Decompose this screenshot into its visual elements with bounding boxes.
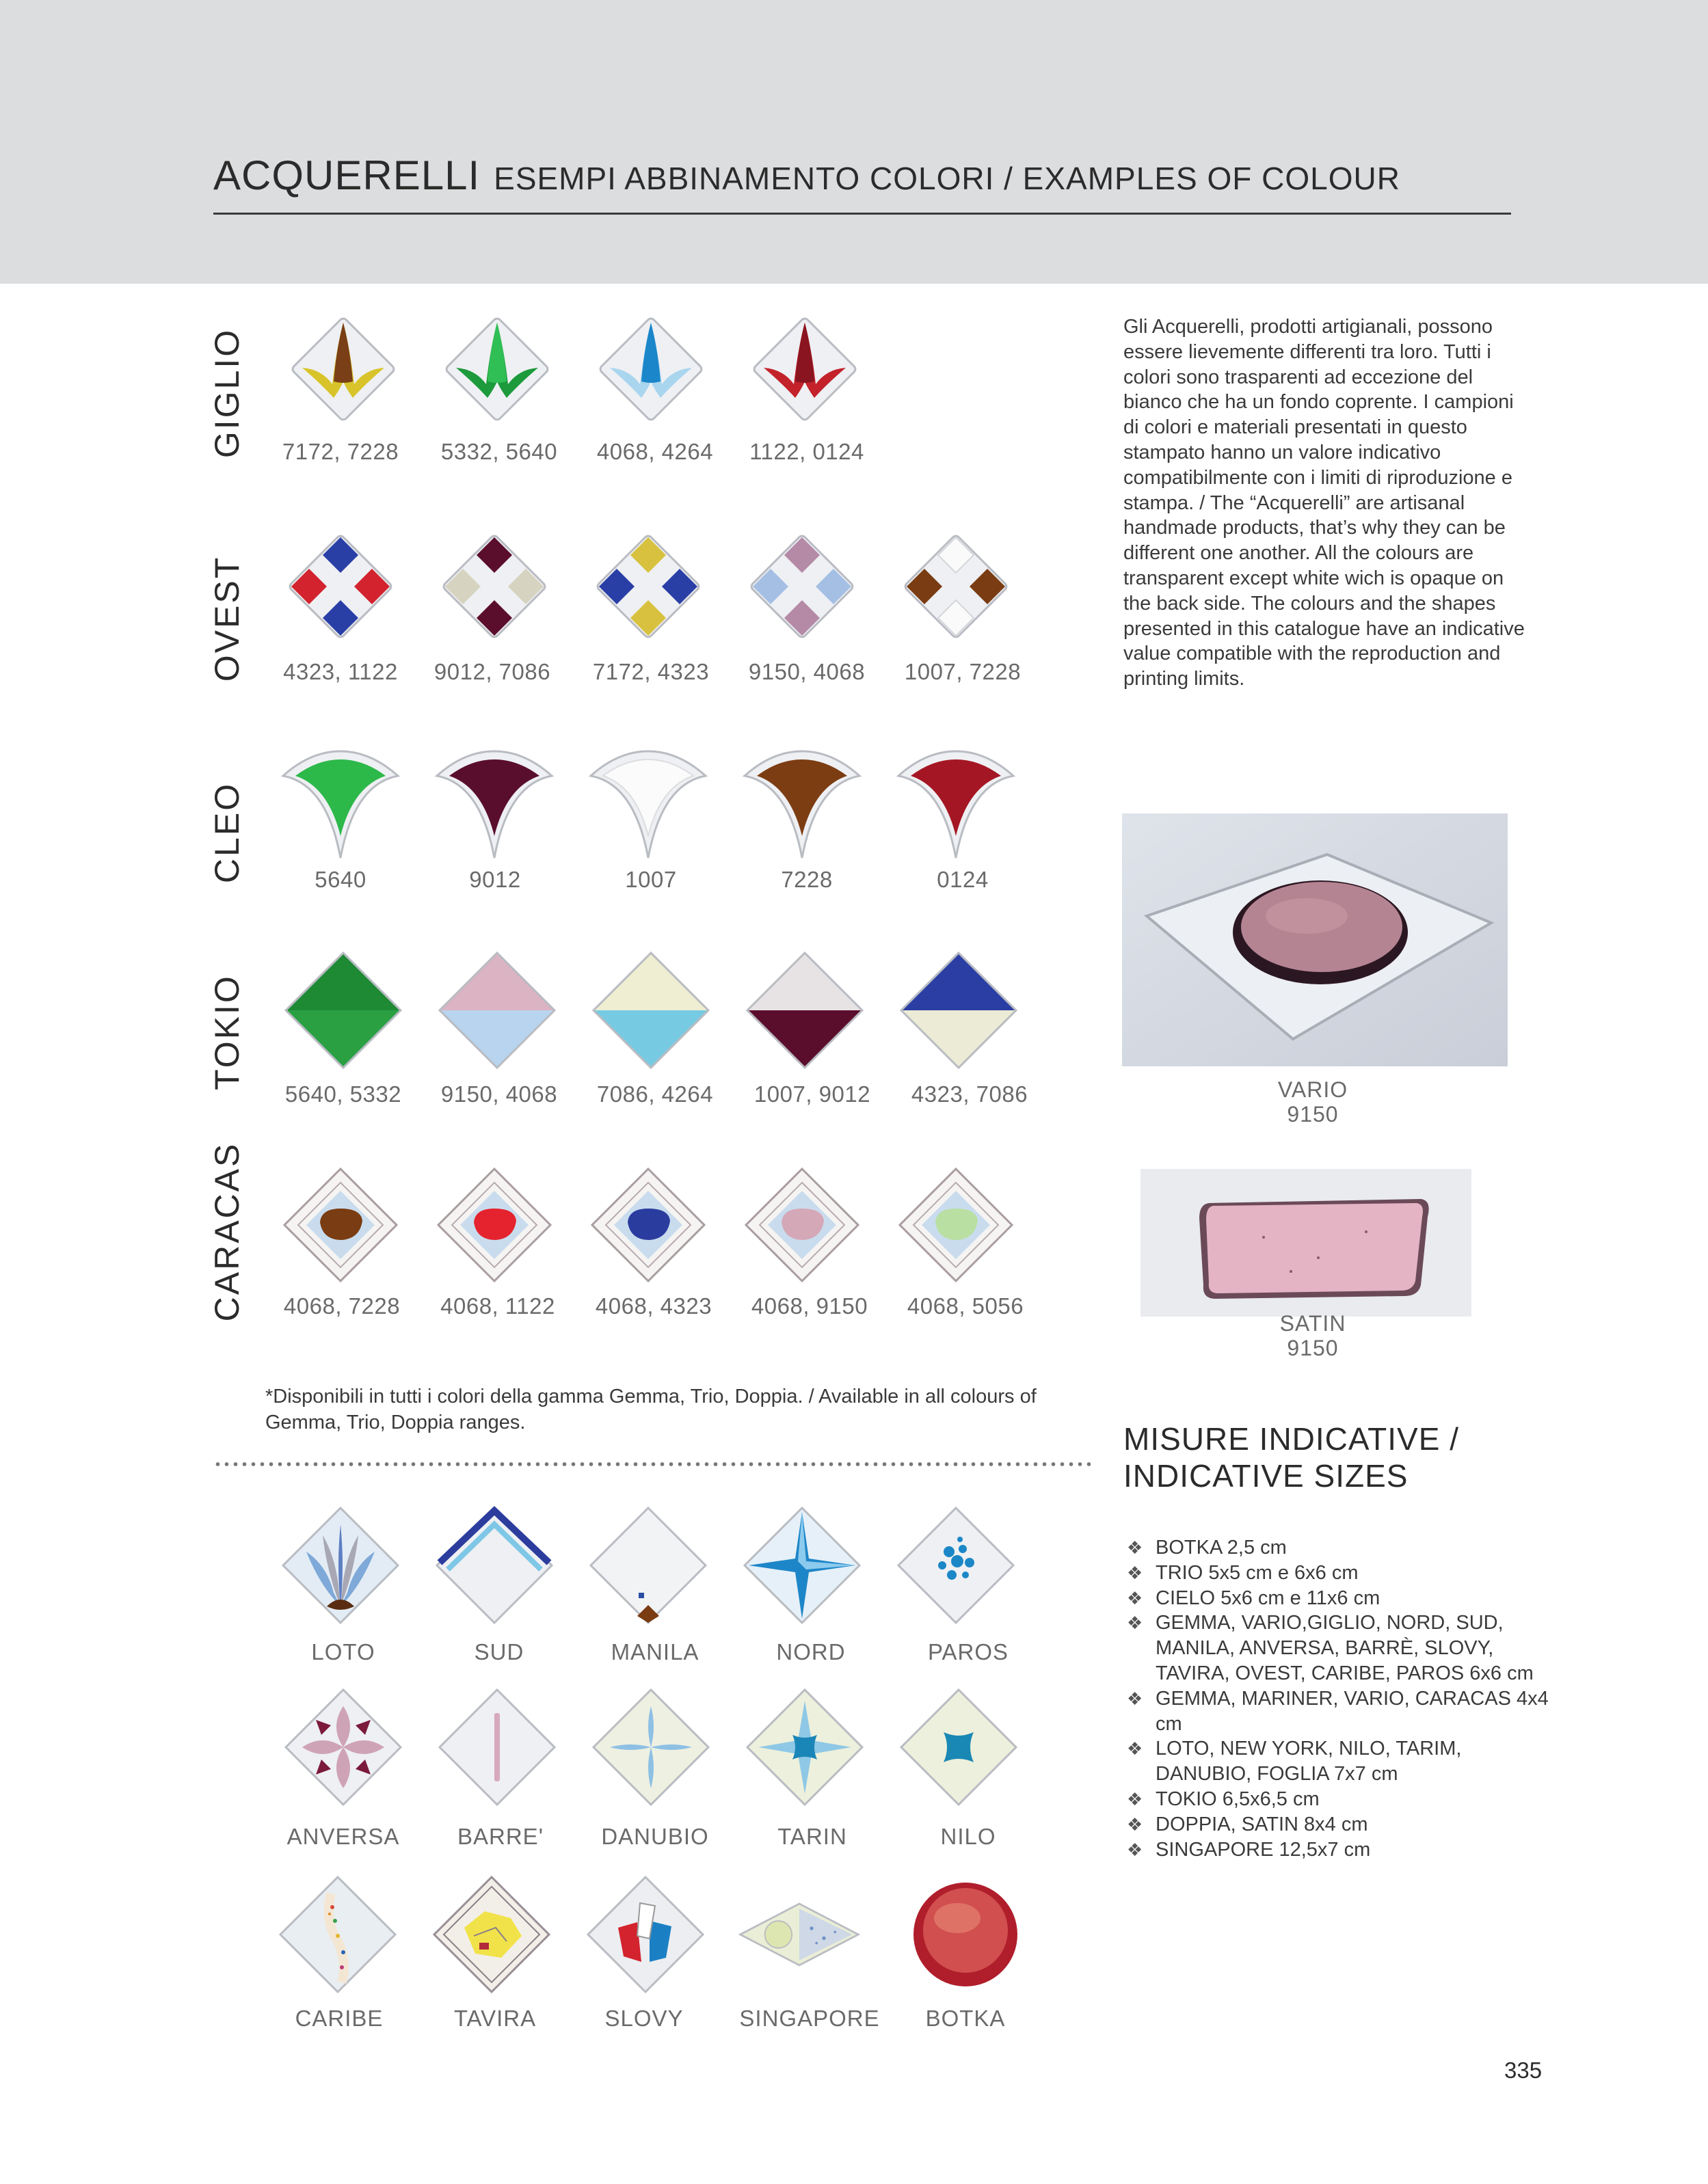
cleo-tile [587, 749, 710, 872]
paros-tile [894, 1504, 1017, 1627]
tokio-tile [282, 949, 405, 1072]
ovest-code: 4323, 1122 [283, 659, 398, 684]
cleo-tile [279, 749, 402, 872]
size-text: LOTO, NEW YORK, NILO, TARIM, DANUBIO, FOGLIA 7x7 cm [1156, 1738, 1462, 1785]
page-title [213, 152, 1511, 215]
slovy-tile [584, 1873, 707, 1996]
row-label-cleo: CLEO [208, 781, 246, 884]
ovest-tile [894, 525, 1017, 648]
giglio-code: 5332, 5640 [440, 439, 558, 464]
giglio-tile [743, 308, 866, 431]
vario-name: VARIO [1277, 1077, 1348, 1102]
model-name: ANVERSA [286, 1824, 400, 1849]
cleo-code: 1007 [625, 867, 677, 892]
model-name: SINGAPORE [739, 2006, 880, 2031]
giglio-code: 1122, 0124 [749, 439, 864, 464]
list-item [1127, 1535, 1551, 1561]
tarin-tile [743, 1686, 866, 1809]
tokio-tile [589, 949, 712, 1072]
giglio-code: 4068, 4264 [596, 439, 714, 464]
model-name: CARIBE [295, 2006, 384, 2031]
caracas-tile [740, 1163, 864, 1286]
bullet-icon: ❖ [1127, 1688, 1143, 1709]
row-label-caracas: CARACAS [208, 1142, 246, 1322]
ovest-code: 7172, 4323 [592, 659, 710, 684]
vario-label [1210, 1077, 1415, 1127]
vario-photo [1122, 813, 1508, 1066]
bullet-icon: ❖ [1127, 1738, 1143, 1760]
tokio-code: 7086, 4264 [596, 1081, 714, 1107]
ovest-tile [587, 525, 710, 648]
caracas-tile [279, 1163, 402, 1286]
list-item [1127, 1787, 1551, 1812]
model-name: NORD [776, 1639, 846, 1664]
list-item [1127, 1837, 1551, 1863]
size-text: CIELO 5x6 cm e 11x6 cm [1156, 1587, 1380, 1609]
bullet-icon: ❖ [1127, 1839, 1143, 1860]
tavira-tile [430, 1873, 553, 1996]
tokio-tile [897, 949, 1020, 1072]
bullet-icon: ❖ [1127, 1788, 1143, 1809]
tokio-tile [743, 949, 866, 1072]
caracas-code: 4068, 7228 [283, 1293, 401, 1319]
list-item [1127, 1610, 1551, 1686]
model-name: NILO [940, 1824, 996, 1849]
danubio-tile [589, 1686, 712, 1809]
cleo-tile [433, 749, 556, 872]
caracas-tile [894, 1163, 1017, 1286]
bullet-icon: ❖ [1127, 1613, 1143, 1634]
caracas-code: 4068, 4323 [595, 1293, 712, 1319]
model-name: MANILA [611, 1639, 699, 1664]
ovest-tile [433, 525, 556, 648]
model-name: LOTO [311, 1639, 375, 1664]
model-name: TAVIRA [453, 2006, 537, 2031]
size-text: SINGAPORE 12,5x7 cm [1156, 1838, 1371, 1861]
caracas-code: 4068, 1122 [440, 1293, 555, 1319]
model-name: PAROS [927, 1639, 1009, 1664]
ovest-code: 1007, 7228 [904, 659, 1022, 684]
model-name: BARRE' [457, 1824, 544, 1849]
tokio-code: 4323, 7086 [911, 1081, 1028, 1107]
sizes-title: MISURE INDICATIVE / INDICATIVE SIZES [1123, 1421, 1459, 1494]
loto-tile [279, 1504, 402, 1627]
giglio-tile [282, 308, 405, 431]
ovest-tile [279, 525, 402, 648]
caracas-tile [587, 1163, 710, 1286]
row-label-ovest: OVEST [208, 555, 246, 682]
giglio-tile [436, 308, 559, 431]
bullet-icon: ❖ [1127, 1587, 1143, 1608]
row-label-tokio: TOKIO [208, 974, 246, 1090]
barre-tile [436, 1686, 559, 1809]
description-text: Gli Acquerelli, prodotti artigianali, possono essere lievemente differenti tra loro. Tutti i colori sono trasparenti ad eccezione del bianco che ha un fondo coprente. I campioni di colori e materiali presentati in questo stampato hanno un valore indicativo compatibilmente con i limiti di riproduzione e stampa. / The “Acquerelli” are artisanal handmade products, that’s why they can be different one another. All the colours are transparent except white wich is opaque on the back side. The colours and the shapes presented in this catalogue have an indicative value compatible with the reproduction and printing limits. [1123, 316, 1525, 690]
bullet-icon: ❖ [1127, 1537, 1143, 1558]
model-name: SLOVY [604, 2006, 684, 2031]
giglio-tile [589, 308, 712, 431]
caracas-tile [433, 1163, 556, 1286]
botka-tile [904, 1873, 1027, 1996]
manila-tile [587, 1504, 710, 1627]
nilo-tile [897, 1686, 1020, 1809]
nord-tile [740, 1504, 864, 1627]
footnote: *Disponibili in tutti i colori della gamma Gemma, Trio, Doppia. / Available in all colours of Gemma, Trio, Doppia ranges. [265, 1386, 1037, 1433]
list-item [1127, 1812, 1551, 1837]
sizes-list [1127, 1535, 1551, 1862]
ovest-tile [740, 525, 864, 648]
satin-name: SATIN [1279, 1311, 1346, 1336]
size-text: GEMMA, VARIO,GIGLIO, NORD, SUD, MANILA, ANVERSA, BARRÈ, SLOVY, TAVIRA, OVEST, CARIBE, PAROS 6x6 cm [1156, 1612, 1534, 1684]
caracas-code: 4068, 5056 [907, 1293, 1024, 1319]
cleo-code: 0124 [937, 867, 989, 892]
row-label-giglio: GIGLIO [208, 327, 246, 459]
bullet-icon: ❖ [1127, 1562, 1143, 1583]
cleo-code: 5640 [315, 867, 366, 892]
model-name: DANUBIO [601, 1824, 709, 1849]
title-main: ACQUERELLI [213, 152, 481, 198]
cleo-tile [894, 749, 1017, 872]
tokio-tile [436, 949, 559, 1072]
dotted-divider [213, 1461, 1095, 1467]
cleo-code: 7228 [781, 867, 833, 892]
size-text: DOPPIA, SATIN 8x4 cm [1156, 1813, 1368, 1835]
tokio-code: 5640, 5332 [284, 1081, 402, 1107]
tokio-code: 1007, 9012 [753, 1081, 871, 1107]
size-text: GEMMA, MARINER, VARIO, CARACAS 4x4 cm [1156, 1687, 1549, 1735]
model-name: SUD [474, 1639, 524, 1664]
caribe-tile [276, 1873, 399, 1996]
anversa-tile [282, 1686, 405, 1809]
page-number: 335 [1504, 2058, 1543, 2083]
ovest-code: 9012, 7086 [433, 659, 551, 684]
list-item [1127, 1561, 1551, 1586]
cleo-code: 9012 [469, 867, 521, 892]
bullet-icon: ❖ [1127, 1814, 1143, 1835]
model-name: BOTKA [925, 2006, 1006, 2031]
size-text: TOKIO 6,5x6,5 cm [1156, 1788, 1320, 1810]
singapore-tile [738, 1873, 861, 1996]
vario-code: 9150 [1287, 1102, 1339, 1127]
model-name: TARIN [777, 1824, 847, 1849]
caracas-code: 4068, 9150 [751, 1293, 868, 1319]
satin-code: 9150 [1287, 1336, 1339, 1360]
list-item [1127, 1586, 1551, 1611]
satin-label [1210, 1311, 1415, 1360]
header-band [0, 0, 1708, 284]
giglio-code: 7172, 7228 [282, 439, 399, 464]
size-text: BOTKA 2,5 cm [1156, 1537, 1287, 1559]
list-item [1127, 1736, 1551, 1787]
list-item [1127, 1686, 1551, 1737]
tokio-code: 9150, 4068 [440, 1081, 558, 1107]
sud-tile [433, 1504, 556, 1627]
satin-photo [1140, 1169, 1471, 1317]
size-text: TRIO 5x5 cm e 6x6 cm [1156, 1561, 1359, 1584]
cleo-tile [740, 749, 864, 872]
ovest-code: 9150, 4068 [748, 659, 866, 684]
title-sub: ESEMPI ABBINAMENTO COLORI / EXAMPLES OF COLOUR [494, 161, 1400, 196]
